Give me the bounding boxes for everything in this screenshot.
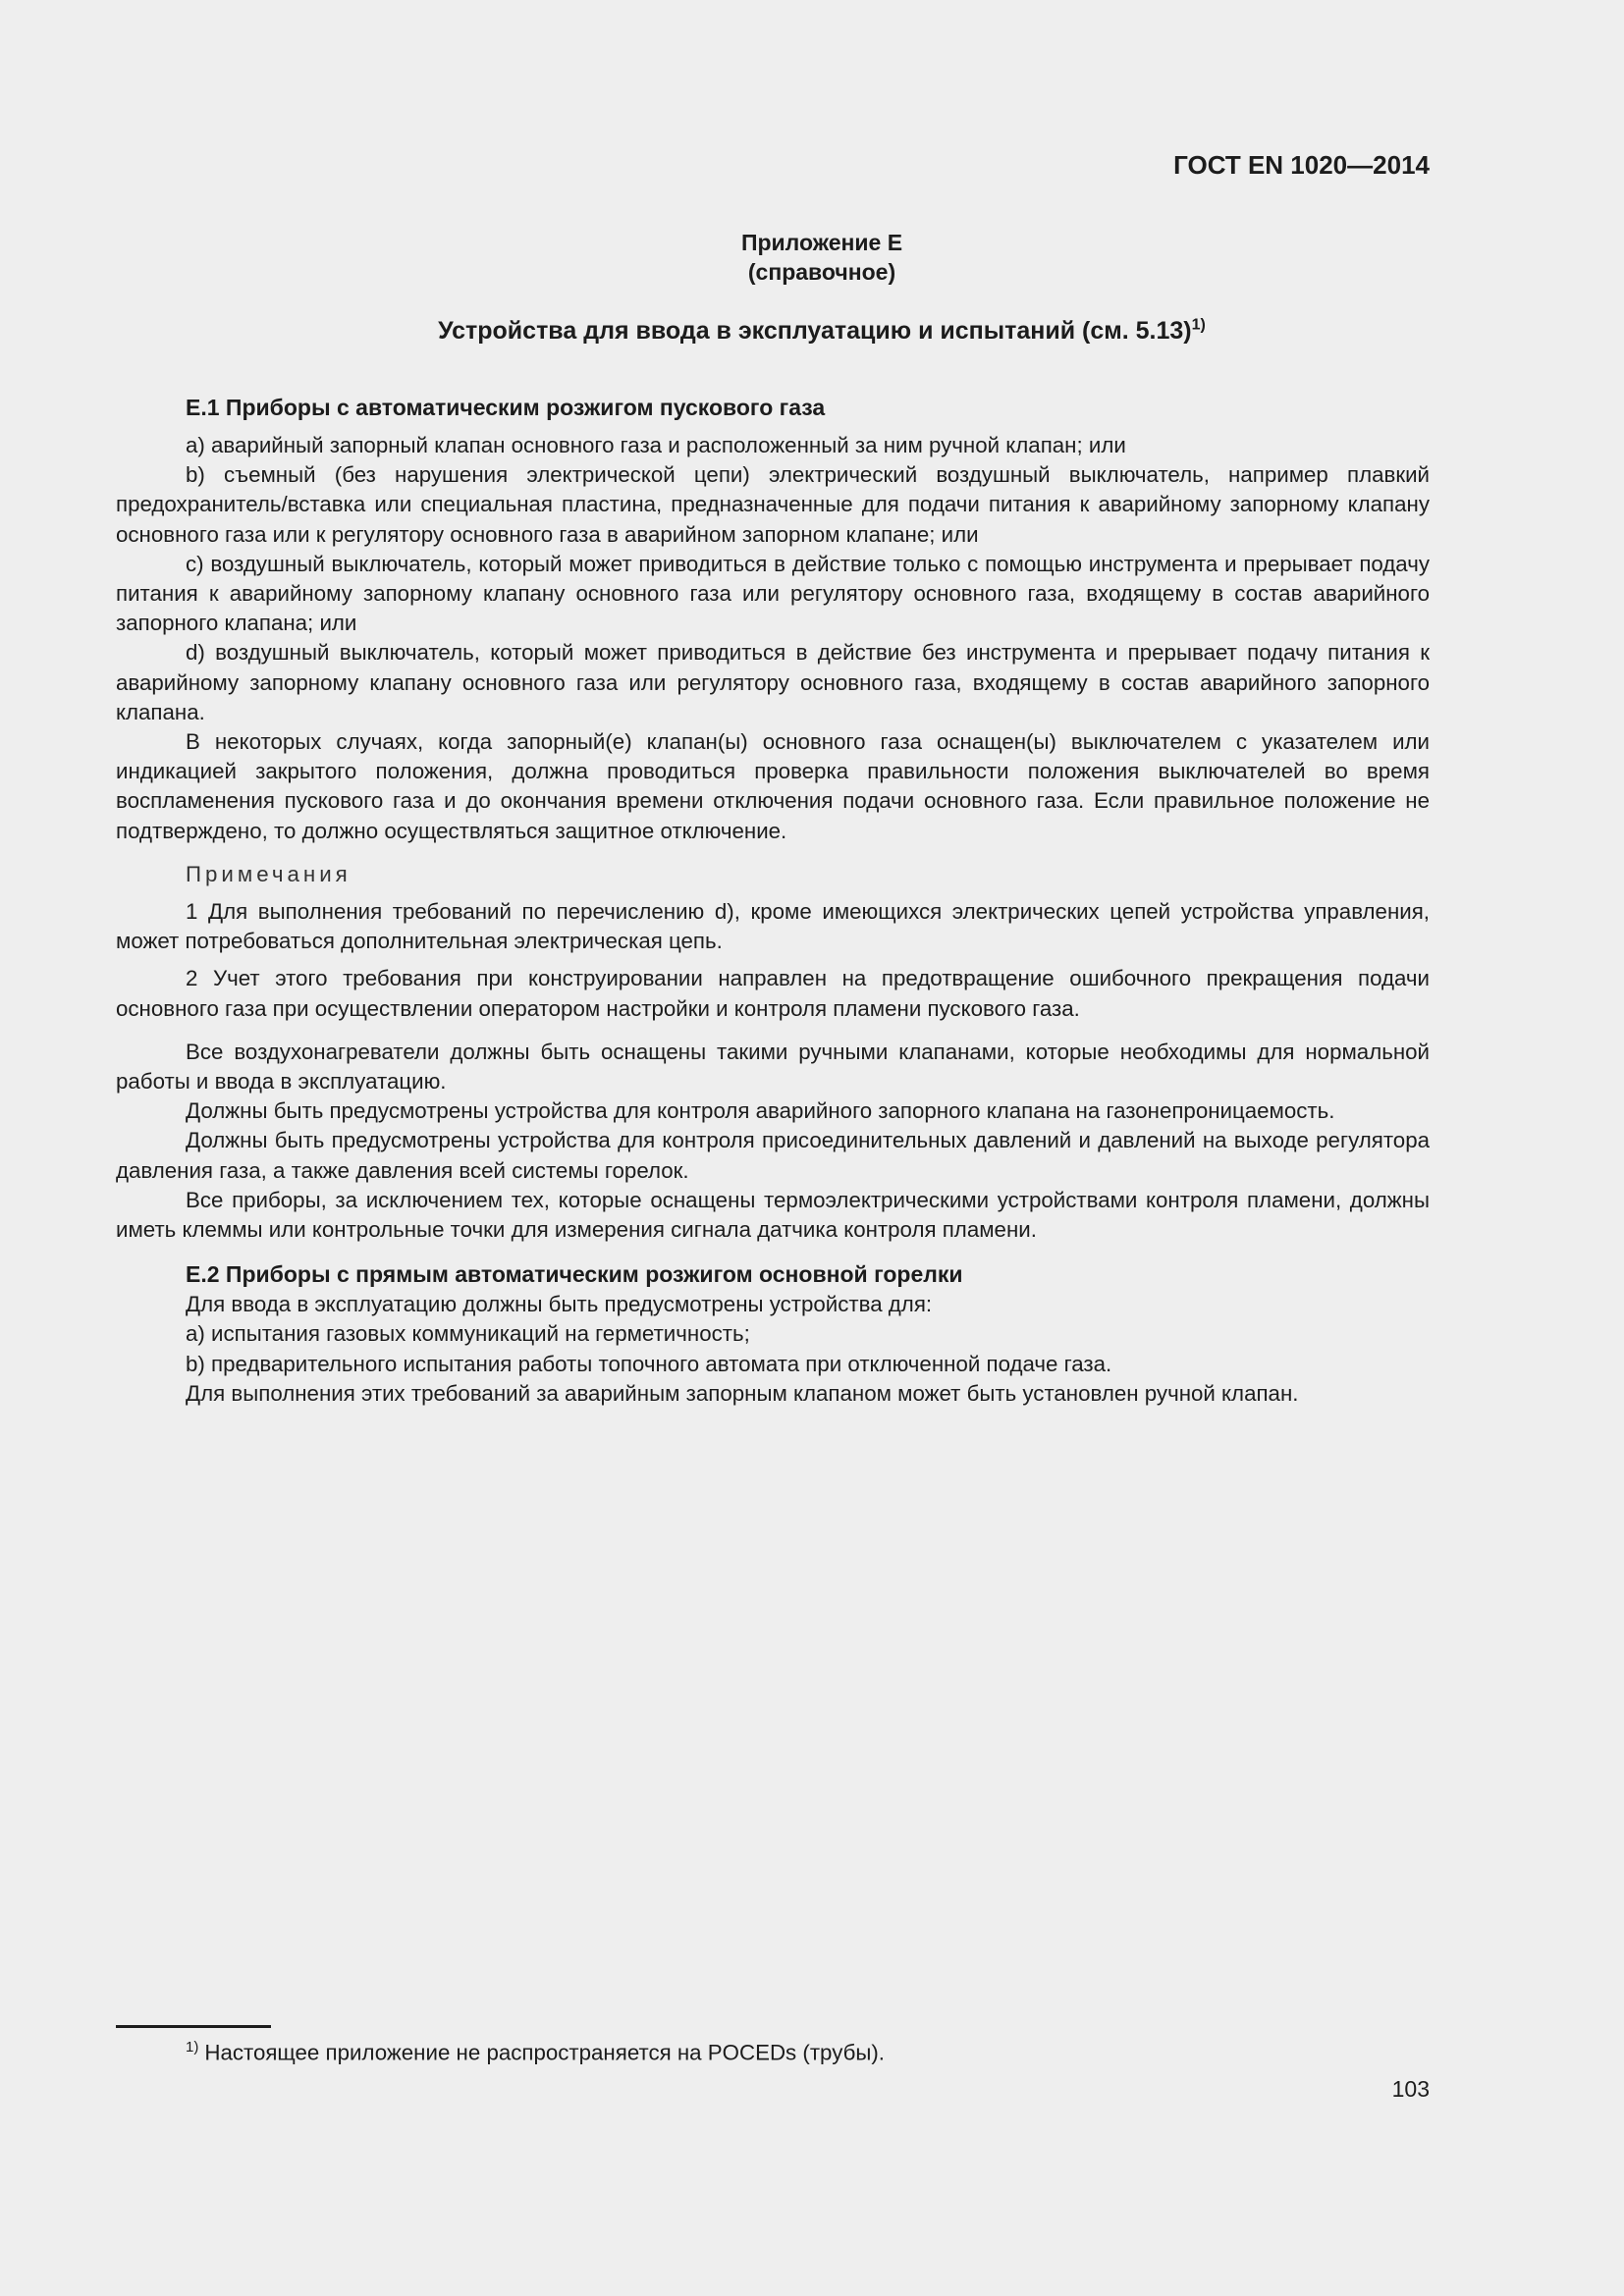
paragraph-pressure-control: Должны быть предусмотрены устройства для контроля присоединительных давлений и давлений на выходе регулятора давления газа, а также давления всей системы горелок. [116, 1128, 1430, 1183]
list-item-b: b) съемный (без нарушения электрической цепи) электрический воздушный выключатель, например плавкий предохранитель/вставка или специальная пластина, предназначенные для подачи питания к аварийному запорному клапану основного газа или к регулятору основного газа в аварийном запорном клапане; или [116, 462, 1430, 547]
section-e2-item-a: a) испытания газовых коммуникаций на герметичность; [186, 1321, 750, 1347]
page-number: 103 [1391, 2076, 1430, 2102]
paragraph-manual-valves: Все воздухонагреватели должны быть оснащены такими ручными клапанами, которые необходимы для нормальной работы и ввода в эксплуатацию. [116, 1039, 1430, 1095]
list-item-d: d) воздушный выключатель, который может приводиться в действие без инструмента и прерывает подачу питания к аварийному запорному клапану основного газа или регулятору основного газа, входящему в состав аварийного запорного клапана. [116, 640, 1430, 724]
footnote-text: Настоящее приложение не распространяется на POCEDs (трубы). [204, 2040, 886, 2065]
annex-status: (справочное) [747, 259, 896, 285]
footnote-separator [116, 2025, 271, 2028]
section-e2-closing: Для выполнения этих требований за аварийным запорным клапаном может быть установлен ручной клапан. [186, 1380, 1299, 1406]
section-e1-heading: E.1 Приборы с автоматическим розжигом пускового газа [186, 395, 826, 420]
annex-heading [116, 316, 1528, 346]
paragraph-flame-terminals: Все приборы, за исключением тех, которые оснащены термоэлектрическими устройствами контроля пламени, должны иметь клеммы или контрольные точки для измерения сигнала датчика контроля пламени. [116, 1187, 1430, 1243]
list-item-c: c) воздушный выключатель, который может приводиться в действие только с помощью инструмента и прерывает подачу питания к аварийному запорному клапану основного газа или регулятору основного газа, входящему в состав аварийного запорного клапана; или [116, 551, 1430, 636]
annex-heading-text: Устройства для ввода в эксплуатацию и испытаний (см. 5.13) [438, 317, 1192, 345]
footnote [186, 2033, 885, 2067]
paragraph-gas-tightness: Должны быть предусмотрены устройства для контроля аварийного запорного клапана на газонепроницаемость. [186, 1098, 1335, 1124]
note-1: 1 Для выполнения требований по перечислению d), кроме имеющихся электрических цепей устройства управления, может потребоваться дополнительная электрическая цепь. [116, 899, 1430, 954]
list-item-a: a) аварийный запорный клапан основного газа и расположенный за ним ручной клапан; или [186, 433, 1126, 457]
position-check-paragraph: В некоторых случаях, когда запорный(е) клапан(ы) основного газа оснащен(ы) выключателем с указателем или индикацией закрытого положения, должна проводиться проверка правильности положения выключателей во время воспламенения пускового газа и до окончания времени отключения подачи основного газа. Если правильное положение не подтверждено, то должно осуществляться защитное отключение. [116, 729, 1430, 843]
footnote-mark: 1) [186, 2039, 199, 2056]
section-e2-heading: E.2 Приборы с прямым автоматическим розжигом основной горелки [186, 1261, 963, 1288]
section-e2-intro: Для ввода в эксплуатацию должны быть предусмотрены устройства для: [186, 1292, 933, 1317]
section-e2-item-b: b) предварительного испытания работы топочного автомата при отключенной подаче газа. [186, 1351, 1112, 1376]
section-e1 [116, 392, 1430, 1409]
note-2: 2 Учет этого требования при конструировании направлен на предотвращение ошибочного прекращения подачи основного газа при осуществлении оператором настройки и контроля пламени пускового газа. [116, 966, 1430, 1021]
notes-heading: Примечания [186, 861, 352, 886]
annex-title: Приложение E [740, 230, 903, 255]
standard-designation: ГОСТ EN 1020—2014 [1173, 150, 1430, 180]
footnote-reference: 1) [1191, 316, 1206, 334]
